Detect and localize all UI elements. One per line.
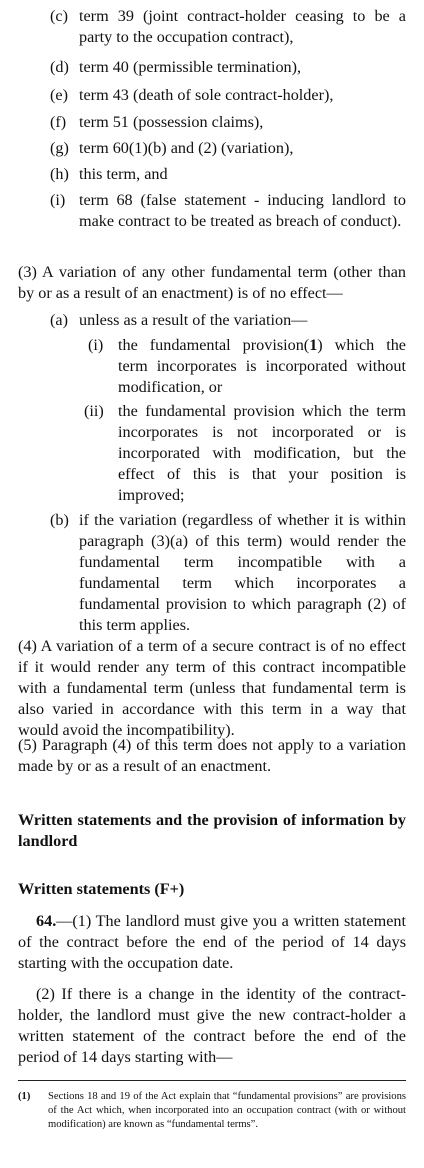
footnote-divider <box>18 1080 406 1081</box>
list-item-text: the fundamental provision which the term incorporates is not incorporated or is incorporated with modification, but the effect of this is that your position is improved; <box>118 402 406 504</box>
list-item-text: term 43 (death of sole contract-holder), <box>79 86 334 104</box>
footnote-reference: 1 <box>309 336 318 354</box>
list-item-label: (c) <box>50 7 68 25</box>
footnote-text: Sections 18 and 19 of the Act explain that “fundamental provisions” are provisions of the Act which, when incorporated into an occupation contract (with or without modification) are known as “fundamental terms”. <box>48 1091 406 1130</box>
list-item-text: term 40 (permissible termination), <box>79 58 302 76</box>
list-item-text <box>118 335 406 398</box>
list-item-label: (a) <box>50 311 68 329</box>
list-item-label: (i) <box>88 336 104 354</box>
list-item-text: term 39 (joint contract-holder ceasing to be a party to the occupation contract), <box>79 7 406 46</box>
list-item-text: this term, and <box>79 165 168 183</box>
list-item-text: unless as a result of the variation— <box>79 311 308 329</box>
term-64-paragraph-1 <box>18 911 406 974</box>
list-item-label: (ii) <box>84 402 104 420</box>
paragraph-5: (5) Paragraph (4) of this term does not apply to a variation made by or as a result of an enactment. <box>18 736 406 775</box>
list-item-text: if the variation (regardless of whether it is within paragraph (3)(a) of this term) would render the fundamental term incompatible with a fundamental term which incorporates a fundamental provision to which paragraph (2) of this term applies. <box>79 511 406 634</box>
section-heading: Written statements and the provision of information by landlord <box>18 811 406 850</box>
paragraph-4: (4) A variation of a term of a secure contract is of no effect if it would render any term of this contract incompatible with a fundamental term (unless that fundamental term is also varied in accordance with this term in a way that would avoid the incompatibility). <box>18 637 406 739</box>
sub-i-text-before: the fundamental provision( <box>118 336 310 354</box>
list-item-label: (e) <box>50 86 68 104</box>
list-item-text: term 51 (possession claims), <box>79 113 264 131</box>
list-item-label: (f) <box>50 113 67 131</box>
footnote-label: (1) <box>18 1091 31 1102</box>
paragraph-3: (3) A variation of any other fundamental term (other than by or as a result of an enactment) is of no effect— <box>18 263 406 302</box>
list-item-text: term 68 (false statement - inducing landlord to make contract to be treated as breach of conduct). <box>79 191 406 230</box>
list-item-label: (h) <box>50 165 69 183</box>
term-number: 64. <box>36 912 57 930</box>
list-item-label: (g) <box>50 139 69 157</box>
list-item-label: (b) <box>50 511 69 529</box>
list-item-label: (i) <box>50 191 66 209</box>
sub-i-text-after: ) which the term incorporates is incorporated without modification, or <box>118 336 406 396</box>
list-item-text: term 60(1)(b) and (2) (variation), <box>79 139 294 157</box>
term-64-text: —(1) The landlord must give you a written statement of the contract before the end of the period of 14 days starting with the occupation date. <box>18 912 406 972</box>
list-item-label: (d) <box>50 58 69 76</box>
term-64-paragraph-2: (2) If there is a change in the identity of the contract-holder, the landlord must give the new contract-holder a written statement of the contract before the end of the period of 14 days starting with— <box>18 985 406 1066</box>
sub-heading: Written statements (F+) <box>18 880 185 898</box>
